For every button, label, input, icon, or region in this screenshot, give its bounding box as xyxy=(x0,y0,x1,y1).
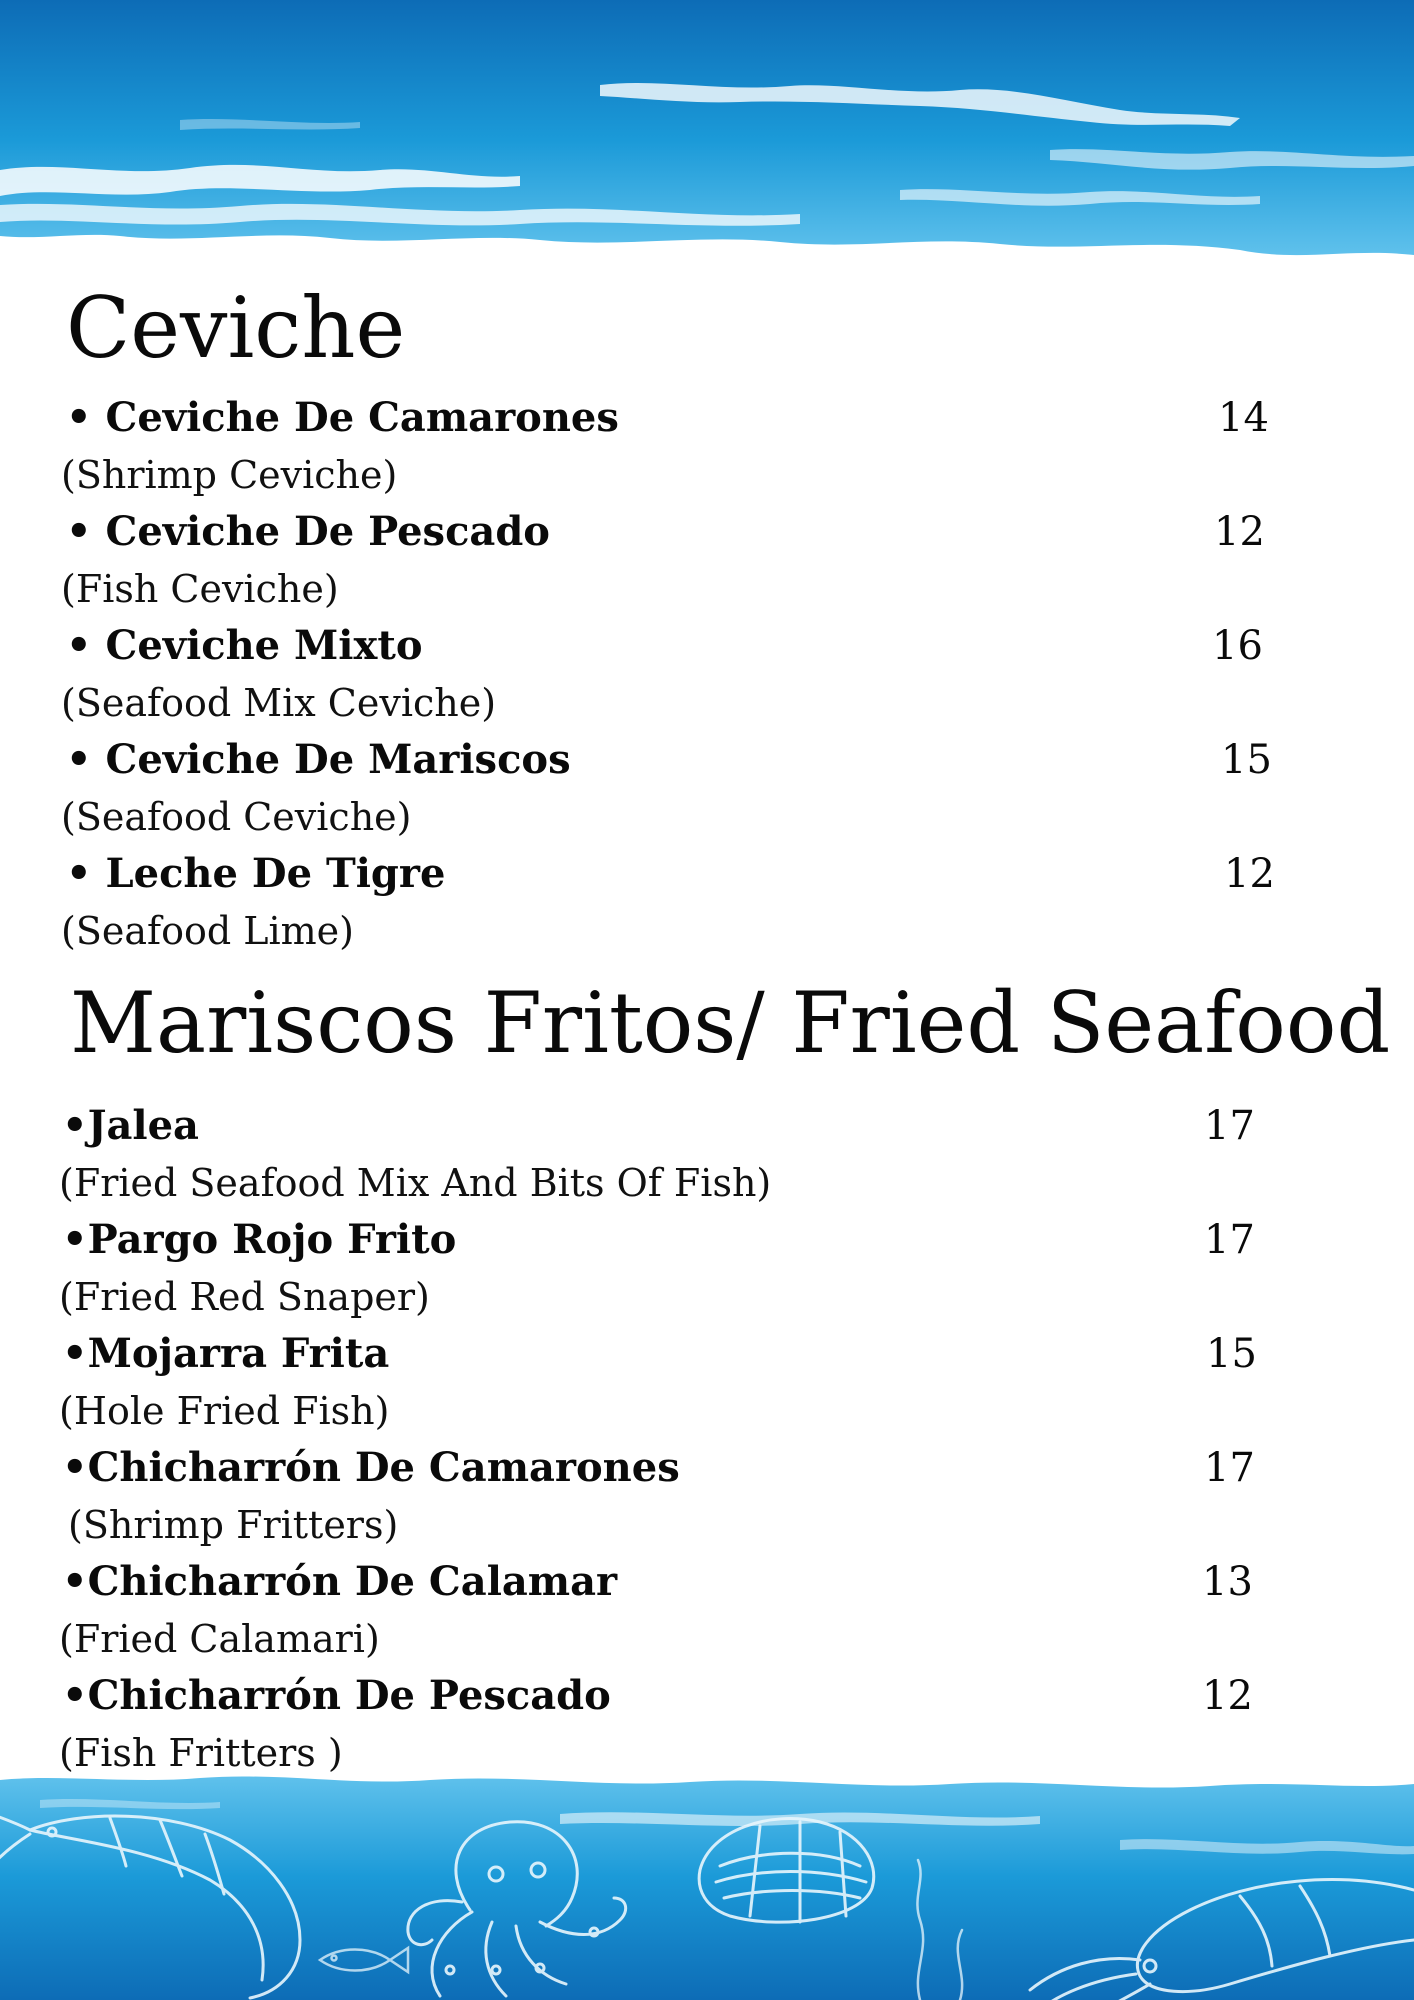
item-price: 17 xyxy=(1204,1217,1255,1263)
item-description: (Shrimp Ceviche) xyxy=(61,453,398,497)
bottom-watercolor-banner xyxy=(0,1770,1414,2000)
item-price: 12 xyxy=(1224,851,1275,897)
item-price: 15 xyxy=(1221,737,1272,783)
section-title-fried-seafood: Mariscos Fritos/ Fried Seafood xyxy=(70,974,1391,1072)
item-price: 14 xyxy=(1218,395,1269,441)
menu-item xyxy=(61,846,1366,960)
item-name: •Jalea xyxy=(62,1102,199,1149)
top-watercolor-banner xyxy=(0,0,1414,280)
menu-item xyxy=(61,390,1366,504)
menu-item xyxy=(61,504,1366,618)
item-price: 16 xyxy=(1212,623,1263,669)
item-description: (Seafood Mix Ceviche) xyxy=(61,681,497,725)
item-name: •Chicharrón De Camarones xyxy=(62,1444,680,1491)
item-name: • Ceviche De Camarones xyxy=(66,394,619,441)
menu-item xyxy=(59,1098,1362,1212)
menu-item xyxy=(62,1440,1362,1554)
menu-item xyxy=(61,618,1366,732)
item-price: 17 xyxy=(1204,1445,1255,1491)
menu-item xyxy=(59,1212,1362,1326)
menu-item xyxy=(59,1668,1362,1782)
item-price: 15 xyxy=(1206,1331,1257,1377)
item-price: 12 xyxy=(1202,1673,1253,1719)
item-description: (Seafood Lime) xyxy=(61,909,354,953)
item-price: 12 xyxy=(1214,509,1265,555)
item-name: •Chicharrón De Calamar xyxy=(62,1558,618,1605)
item-name: •Chicharrón De Pescado xyxy=(62,1672,611,1719)
sea-creatures-illustration xyxy=(0,1770,1414,2000)
menu-item xyxy=(59,1326,1362,1440)
item-description: (Seafood Ceviche) xyxy=(61,795,412,839)
item-name: •Pargo Rojo Frito xyxy=(62,1216,457,1263)
item-description: (Hole Fried Fish) xyxy=(59,1389,390,1433)
item-description: (Fried Red Snaper) xyxy=(59,1275,430,1319)
item-name: • Ceviche Mixto xyxy=(66,622,423,669)
item-name: • Leche De Tigre xyxy=(66,850,446,897)
item-name: • Ceviche De Pescado xyxy=(66,508,550,555)
item-description: (Fish Fritters ) xyxy=(59,1731,343,1775)
section-title-ceviche: Ceviche xyxy=(66,279,406,377)
item-description: (Shrimp Fritters) xyxy=(68,1503,399,1547)
item-name: • Ceviche De Mariscos xyxy=(66,736,571,783)
menu-item xyxy=(59,1554,1362,1668)
item-description: (Fried Calamari) xyxy=(59,1617,380,1661)
item-description: (Fried Seafood Mix And Bits Of Fish) xyxy=(59,1161,772,1205)
item-name: •Mojarra Frita xyxy=(62,1330,390,1377)
menu-item xyxy=(61,732,1366,846)
item-description: (Fish Ceviche) xyxy=(61,567,339,611)
item-price: 13 xyxy=(1202,1559,1253,1605)
watercolor-wave-top xyxy=(0,0,1414,280)
item-price: 17 xyxy=(1204,1103,1255,1149)
